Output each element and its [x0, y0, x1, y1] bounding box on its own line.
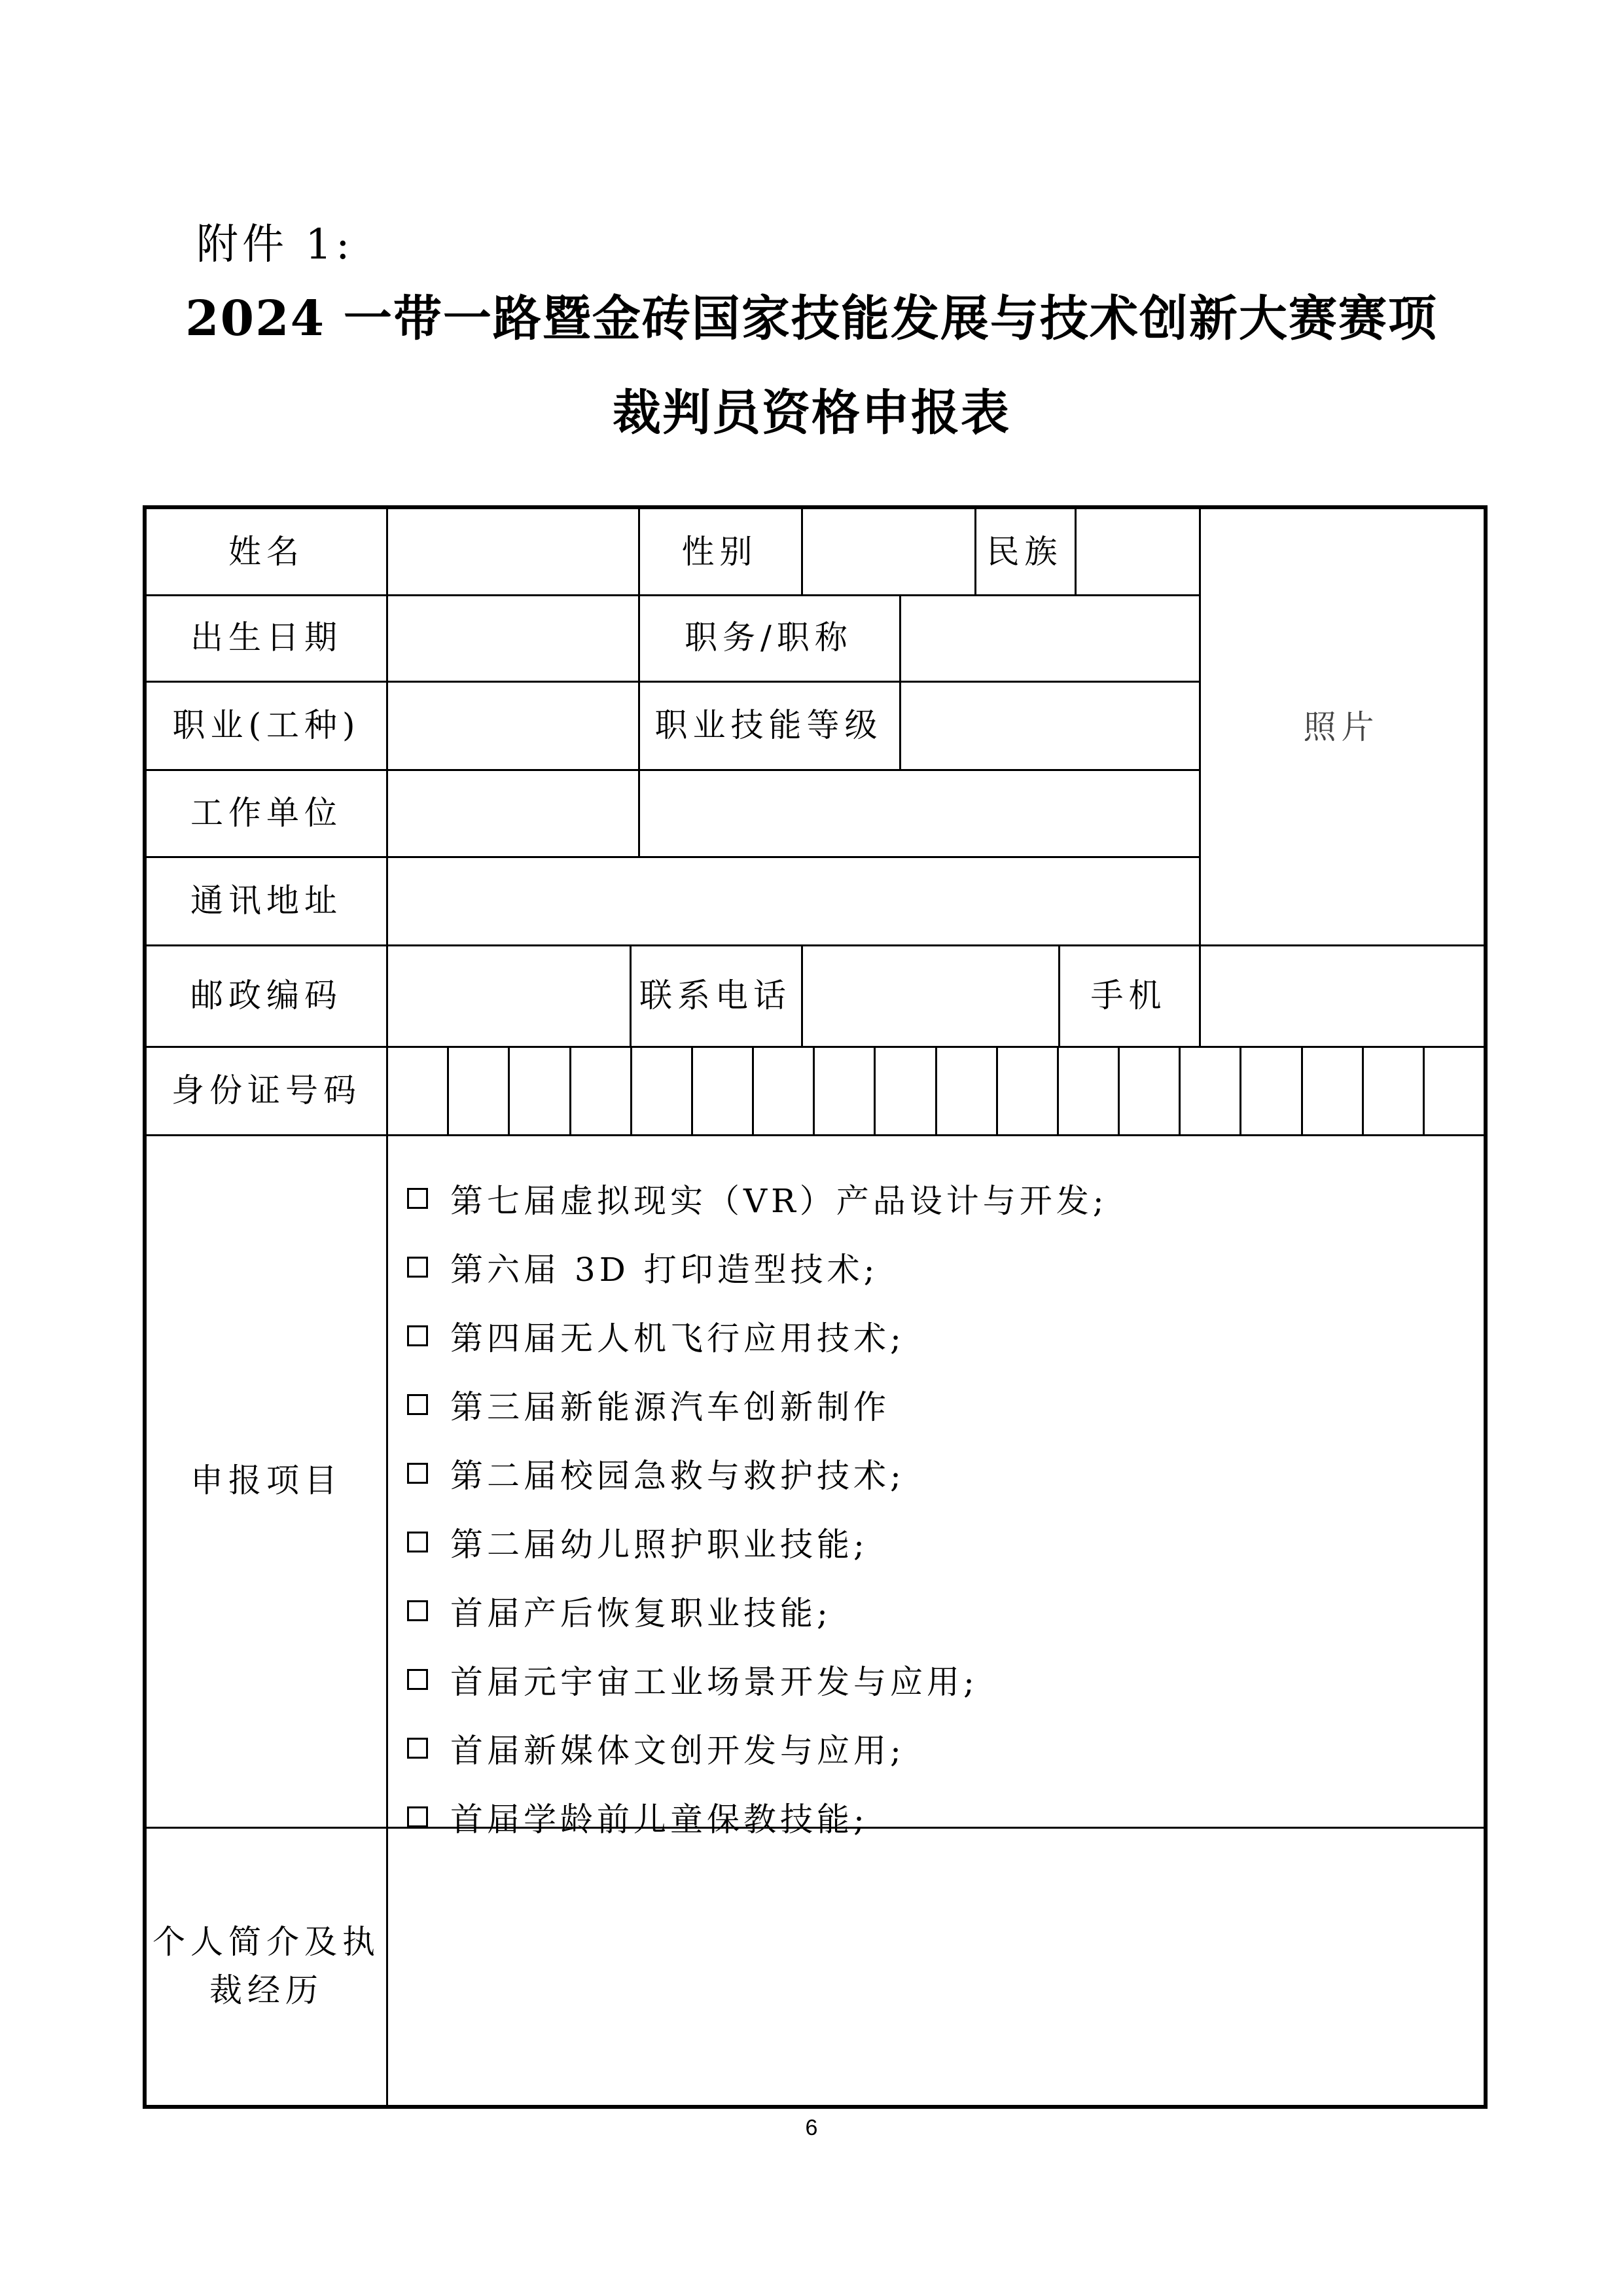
photo-placeholder[interactable]: 照片: [1303, 708, 1380, 746]
id-digit-divider: [691, 1046, 693, 1134]
bio-label-line1: 个人简介及执: [152, 1922, 380, 1961]
id-digit-divider: [874, 1046, 876, 1134]
id-digit-divider: [1362, 1046, 1364, 1134]
checkbox[interactable]: [407, 1738, 428, 1759]
project-option[interactable]: [407, 1782, 1108, 1851]
col-divider: [1199, 944, 1201, 1046]
id-digit-divider: [996, 1046, 998, 1134]
checkbox[interactable]: [407, 1532, 428, 1552]
id-digit-divider: [630, 1046, 632, 1134]
checkbox[interactable]: [407, 1669, 428, 1690]
project-option-label: 第二届校园急救与救护技术;: [450, 1456, 905, 1495]
col-divider: [801, 509, 803, 594]
id-digit-divider: [813, 1046, 815, 1134]
project-label: 申报项目: [190, 1462, 342, 1499]
project-option-label: 第二届幼儿照护职业技能;: [450, 1525, 868, 1564]
project-option[interactable]: [407, 1576, 1108, 1645]
id-digit-divider: [1240, 1046, 1241, 1134]
page-number: 6: [805, 2115, 818, 2140]
ethnicity-label: 民族: [986, 533, 1063, 571]
address-label: 通讯地址: [190, 881, 342, 920]
col-divider: [1075, 509, 1077, 594]
checkbox[interactable]: [407, 1394, 428, 1415]
id-digit-divider: [1423, 1046, 1425, 1134]
checkbox[interactable]: [407, 1325, 428, 1346]
occupation-label: 职业(工种): [172, 706, 361, 744]
id-digit-divider: [752, 1046, 754, 1134]
checkbox[interactable]: [407, 1188, 428, 1209]
project-option-label: 首届学龄前儿童保教技能;: [450, 1800, 868, 1839]
project-option-label: 首届元宇宙工业场景开发与应用;: [450, 1662, 978, 1701]
application-form-table: [143, 505, 1488, 2109]
project-option-label: 首届产后恢复职业技能;: [450, 1594, 832, 1632]
project-option[interactable]: [407, 1370, 1108, 1439]
label-column-divider: [386, 509, 388, 2105]
project-option[interactable]: [407, 1232, 1108, 1301]
position-label: 职务/职称: [685, 619, 853, 656]
bio-label-line2: 裁经历: [209, 1971, 323, 2009]
checkbox[interactable]: [407, 1257, 428, 1278]
id-digit-divider: [1118, 1046, 1120, 1134]
project-option[interactable]: [407, 1439, 1108, 1507]
phone-label: 联系电话: [639, 976, 791, 1014]
project-option-label: 第七届虚拟现实（VR）产品设计与开发;: [450, 1181, 1108, 1220]
name-label: 姓名: [228, 533, 304, 571]
project-option-label: 第三届新能源汽车创新制作: [450, 1388, 890, 1426]
project-option[interactable]: [407, 1713, 1108, 1782]
checkbox[interactable]: [407, 1600, 428, 1621]
project-option[interactable]: [407, 1164, 1108, 1232]
project-option[interactable]: [407, 1507, 1108, 1576]
project-option[interactable]: [407, 1645, 1108, 1713]
employer-label: 工作单位: [190, 793, 342, 832]
form-title: 2024 一带一路暨金砖国家技能发展与技术创新大赛赛项: [185, 291, 1438, 347]
birthdate-label: 出生日期: [190, 619, 342, 656]
postcode-label: 邮政编码: [190, 976, 342, 1014]
col-divider: [899, 594, 901, 769]
id-digit-divider: [935, 1046, 937, 1134]
project-option-label: 首届新媒体文创开发与应用;: [450, 1731, 905, 1770]
mobile-label: 手机: [1090, 976, 1167, 1014]
id-number-label: 身份证号码: [171, 1071, 361, 1109]
project-options: [407, 1164, 1108, 1851]
id-digit-divider: [1301, 1046, 1303, 1134]
attachment-label: 附件 1:: [196, 221, 354, 269]
project-option[interactable]: [407, 1301, 1108, 1370]
bio-label: [147, 1827, 386, 2105]
id-digit-divider: [447, 1046, 449, 1134]
id-digit-divider: [569, 1046, 571, 1134]
id-digit-divider: [508, 1046, 510, 1134]
form-subtitle: 裁判员资格申报表: [613, 385, 1010, 441]
id-digit-divider: [1179, 1046, 1181, 1134]
id-digit-divider: [1057, 1046, 1059, 1134]
gender-label: 性别: [681, 533, 758, 571]
col-divider: [801, 944, 803, 1046]
checkbox[interactable]: [407, 1806, 428, 1827]
checkbox[interactable]: [407, 1463, 428, 1484]
skill-level-label: 职业技能等级: [654, 706, 883, 744]
project-option-label: 第六届 3D 打印造型技术;: [450, 1250, 879, 1289]
project-option-label: 第四届无人机飞行应用技术;: [450, 1319, 905, 1357]
